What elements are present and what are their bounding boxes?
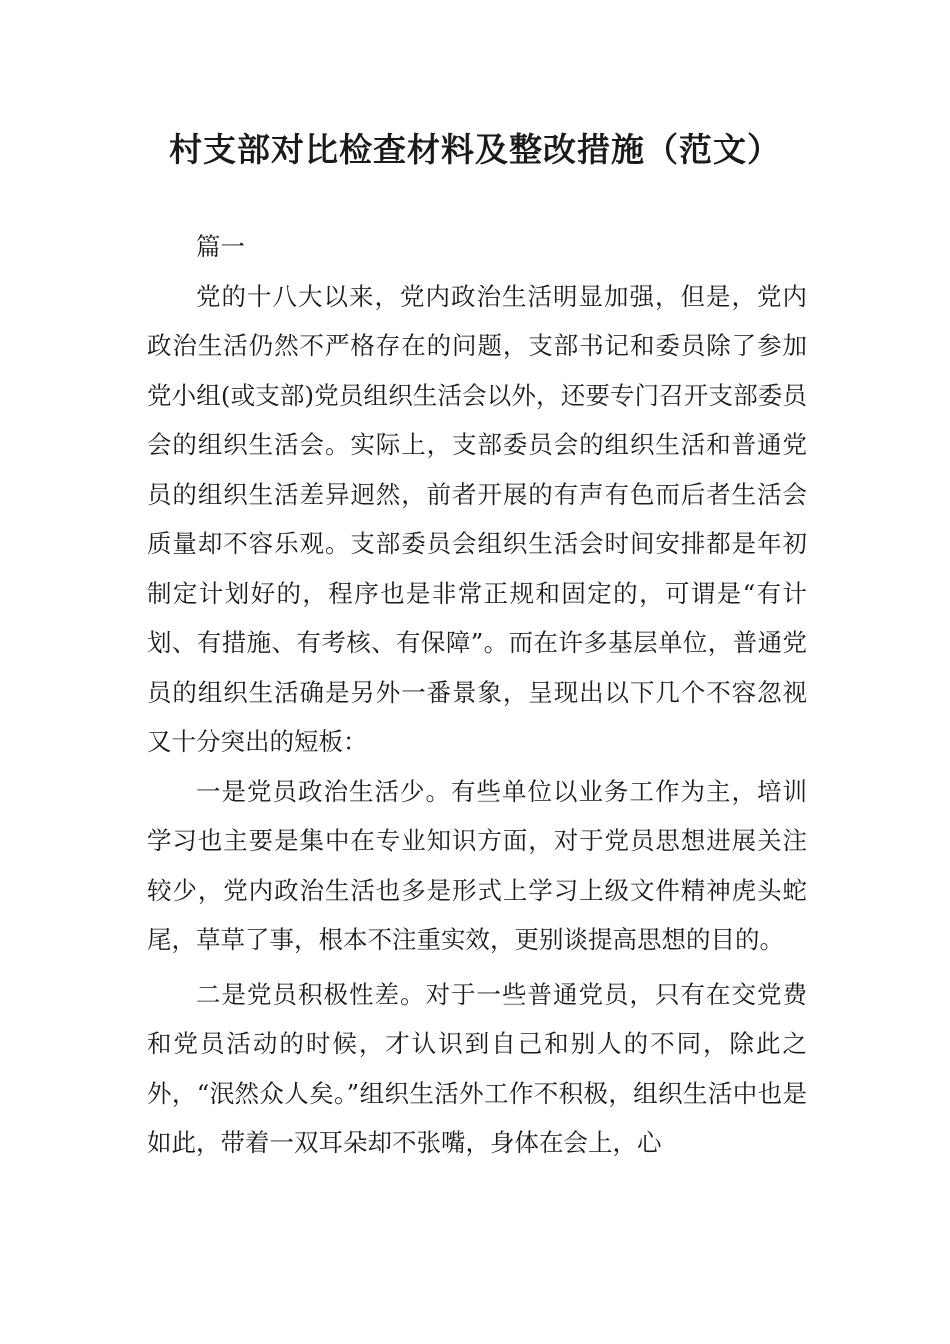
document-body — [147, 222, 807, 1168]
document-title: 村支部对比检查材料及整改措施（范文） — [169, 130, 781, 169]
paragraph-intro: 党的十八大以来，党内政治生活明显加强，但是，党内政治生活仍然不严格存在的问题，支部书记和委员除了参加党小组(或支部)党员组织生活会以外，还要专门召开支部委员会的组织生活会。实际上，支部委员会的组织生活和普通党员的组织生活差异迥然，前者开展的有声有色而后者生活会质量却不容乐观。支部委员会组织生活会时间安排都是年初制定计划好的，程序也是非常正规和固定的，可谓是“有计划、有措施、有考核、有保障”。而在许多基层单位，普通党员的组织生活确是另外一番景象，呈现出以下几个不容忽视又十分突出的短板： — [147, 281, 807, 756]
paragraph-point-one: 一是党员政治生活少。有些单位以业务工作为主，培训学习也主要是集中在专业知识方面，对于党员思想进展关注较少，党内政治生活也多是形式上学习上级文件精神虎头蛇尾，草草了事，根本不注重实效，更别谈提高思想的目的。 — [147, 776, 807, 954]
paragraph-point-two: 二是党员积极性差。对于一些普通党员，只有在交党费和党员活动的时候，才认识到自己和别人的不同，除此之外，“泯然众人矣。”组织生活外工作不积极，组织生活中也是如此，带着一双耳朵却不张嘴，身体在会上，心 — [147, 979, 807, 1157]
section-heading: 篇一 — [196, 232, 245, 261]
